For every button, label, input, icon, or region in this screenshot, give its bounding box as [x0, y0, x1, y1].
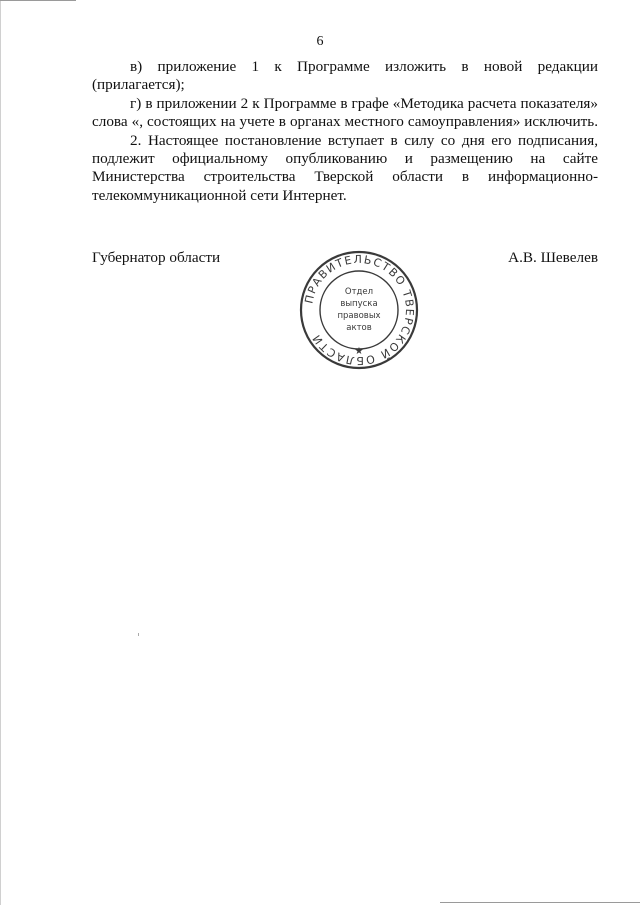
seal-graphic — [297, 248, 421, 372]
seal-star-icon: ★ — [354, 346, 364, 357]
seal-center-line: выпуска — [340, 299, 378, 309]
scan-speck — [138, 633, 139, 636]
seal-inner-ring — [320, 271, 398, 349]
official-seal — [297, 248, 421, 372]
scan-edge-bottom — [440, 902, 640, 903]
text-line: в) приложение 1 к Программе изложить в новой редакции — [130, 58, 598, 75]
paragraph-item-g — [92, 95, 598, 132]
seal-center-line: правовых — [337, 311, 381, 321]
paragraph-item-v — [92, 58, 598, 95]
paragraph-effective-date — [92, 132, 598, 206]
text-line: Министерства строительства Тверской области в информационно- — [92, 168, 598, 186]
seal-center-line: актов — [346, 323, 372, 333]
text-line: (прилагается); — [92, 76, 185, 94]
seal-ring-text: ПРАВИТЕЛЬСТВО ТВЕРСКОЙ ОБЛАСТИ — [302, 252, 417, 368]
scan-edge-left — [0, 0, 1, 905]
text-line: слова «, состоящих на учете в органах местного самоуправления» исключить. — [92, 113, 598, 131]
scan-edge-top — [0, 0, 76, 1]
text-line: 2. Настоящее постановление вступает в силу со дня его подписания, — [130, 131, 598, 149]
body-text — [92, 58, 598, 205]
text-line: г) в приложении 2 к Программе в графе «Методика расчета показателя» — [130, 94, 598, 112]
page-number: 6 — [316, 34, 324, 49]
signatory-title: Губернатор области — [92, 249, 221, 266]
signatory-name: А.В. Шевелев — [508, 249, 598, 266]
text-line: подлежит официальному опубликованию и размещению на сайте — [92, 150, 598, 168]
text-line: телекоммуникационной сети Интернет. — [92, 186, 347, 204]
seal-center-line: Отдел — [344, 287, 374, 297]
